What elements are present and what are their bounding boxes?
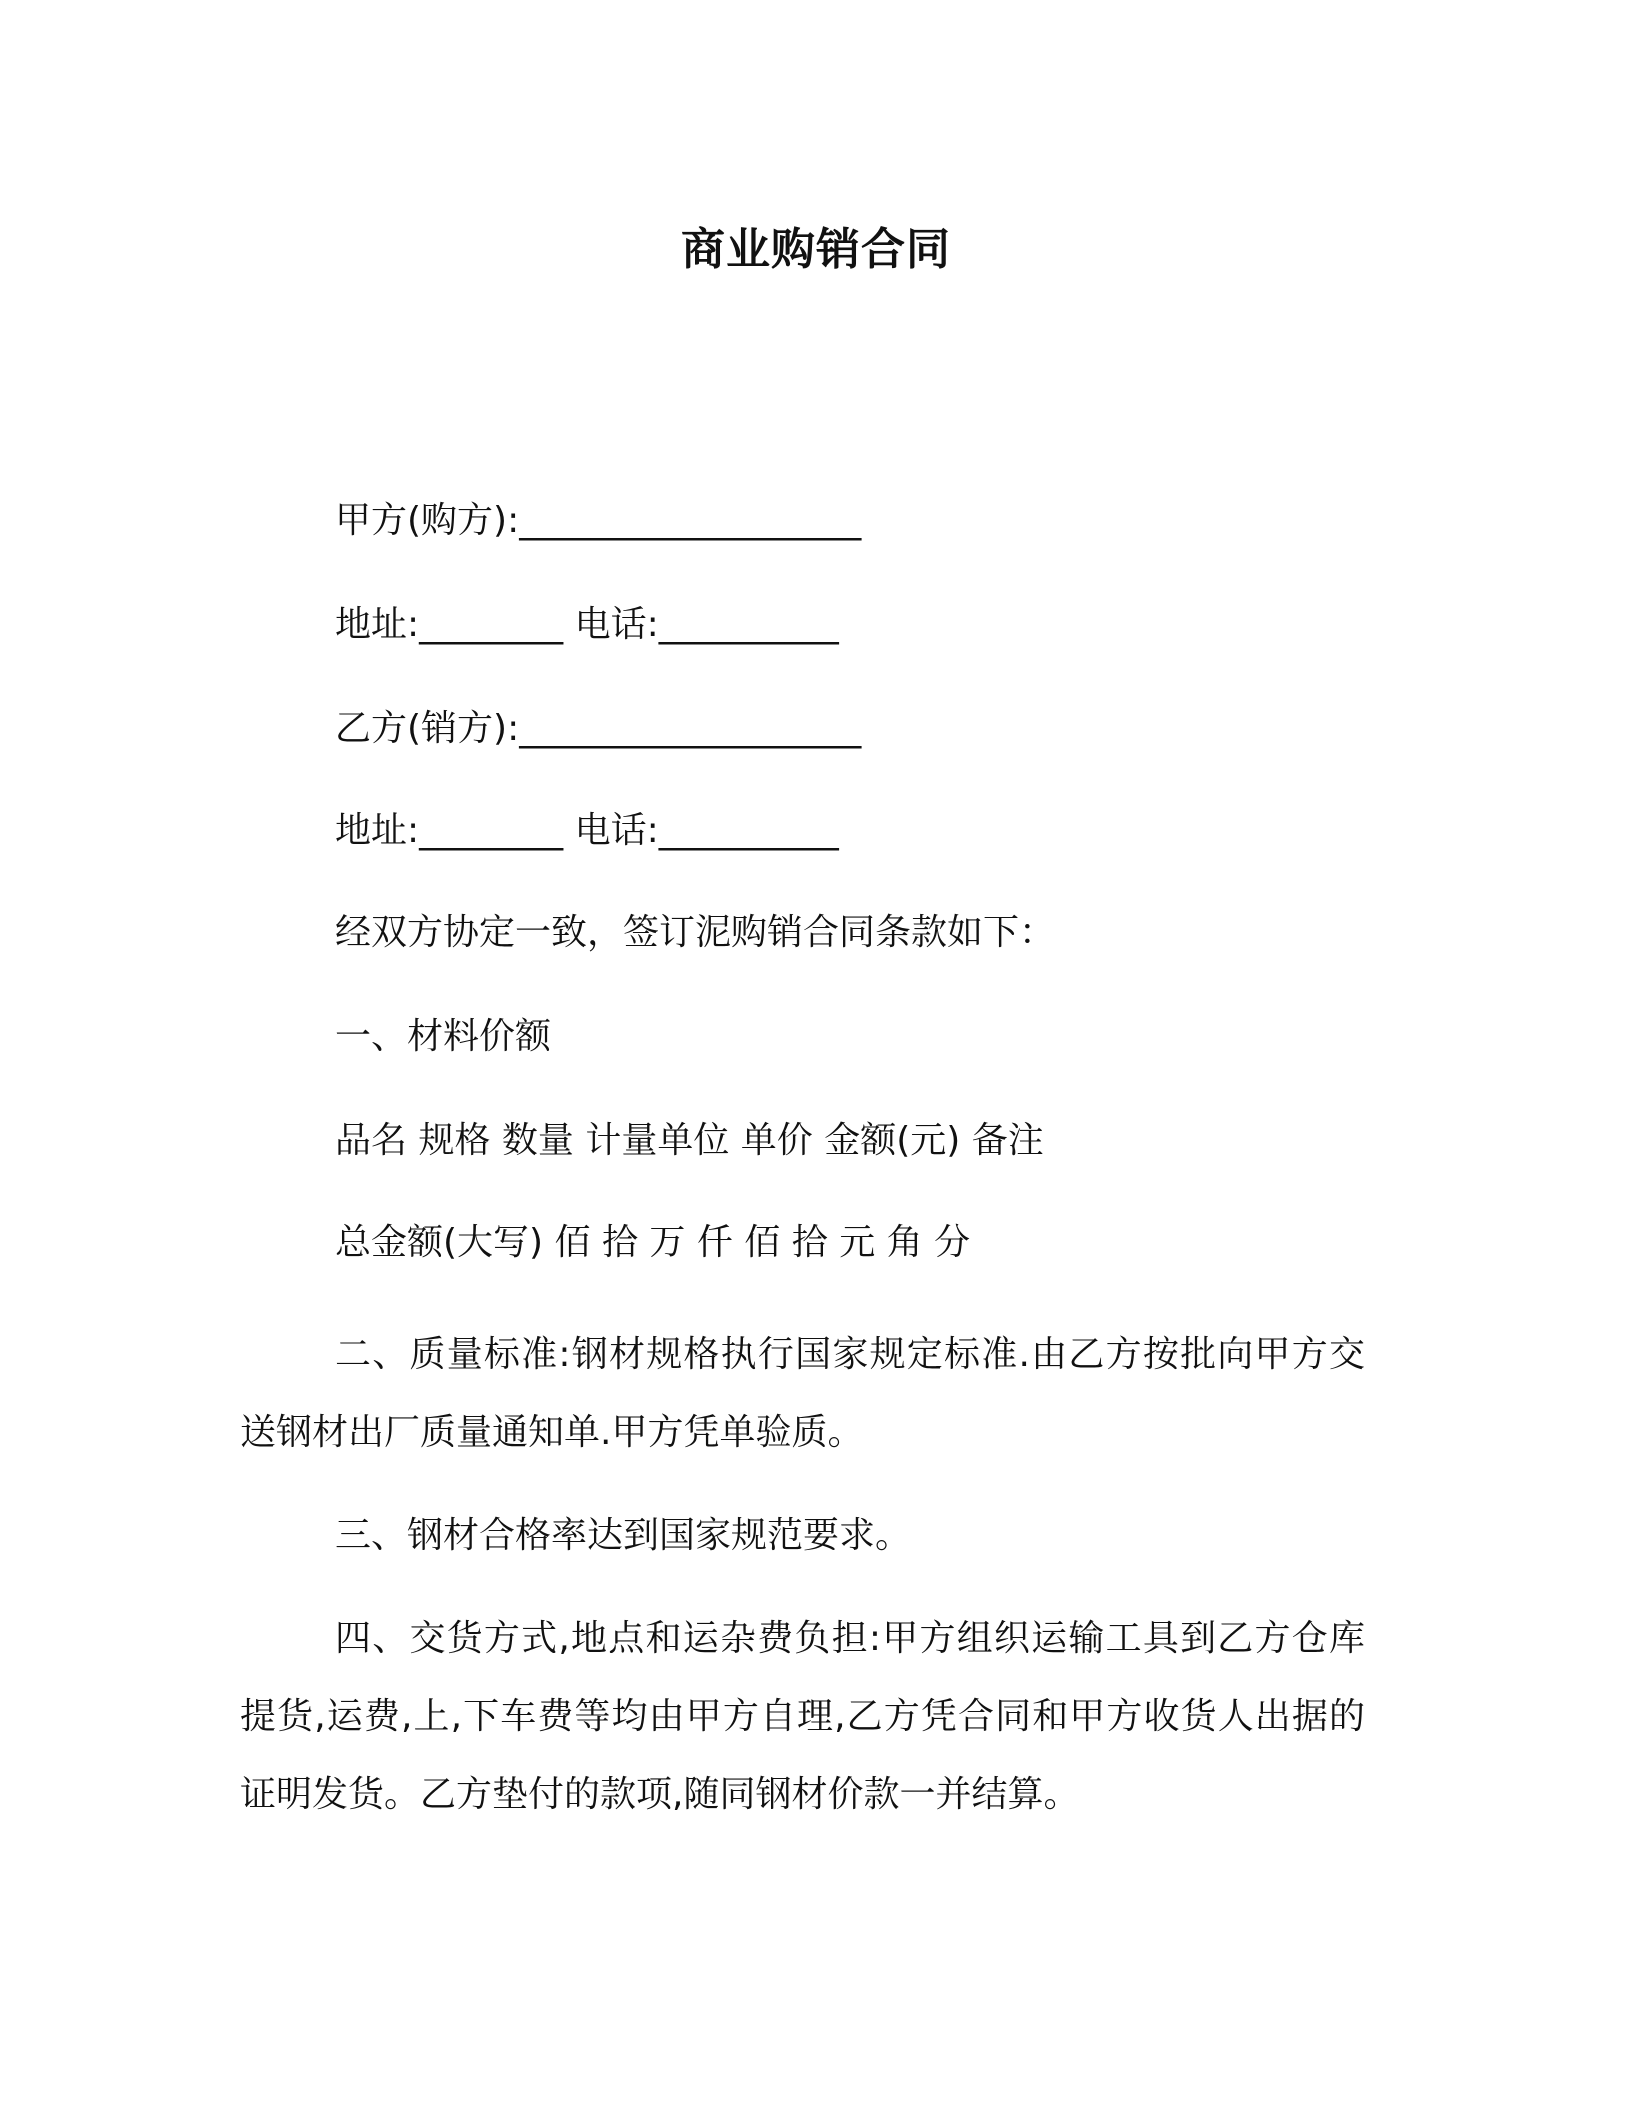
total-amount-line: 总金额(大写) 佰 拾 万 仟 佰 拾 元 角 分 <box>335 1222 971 1263</box>
materials-table-header: 品名 规格 数量 计量单位 单价 金额(元) 备注 <box>335 1120 1044 1161</box>
intro-text: 经双方协定一致，签订泥购销合同条款如下： <box>335 912 1056 953</box>
party-a-contact-line: 地址:________ 电话:__________ <box>335 604 839 645</box>
section-2-paragraph: 二、质量标准:钢材规格执行国家规定标准.由乙方按批向甲方交送钢材出厂质量通知单.甲方凭单验质。 <box>240 1334 1365 1453</box>
party-a-line: 甲方(购方):___________________ <box>335 500 862 541</box>
page-title: 商业购销合同 <box>681 224 951 275</box>
section-4-paragraph: 四、交货方式,地点和运杂费负担:甲方组织运输工具到乙方仓库提货,运费,上,下车费等均由甲方自理,乙方凭合同和甲方收货人出据的证明发货。乙方垫付的款项,随同钢材价款一并结算。 <box>240 1618 1365 1815</box>
section-3-paragraph: 三、钢材合格率达到国家规范要求。 <box>335 1515 912 1556</box>
party-b-line: 乙方(销方):___________________ <box>335 708 862 749</box>
party-b-contact-line: 地址:________ 电话:__________ <box>335 810 839 851</box>
section-1-heading: 一、材料价额 <box>335 1016 552 1057</box>
